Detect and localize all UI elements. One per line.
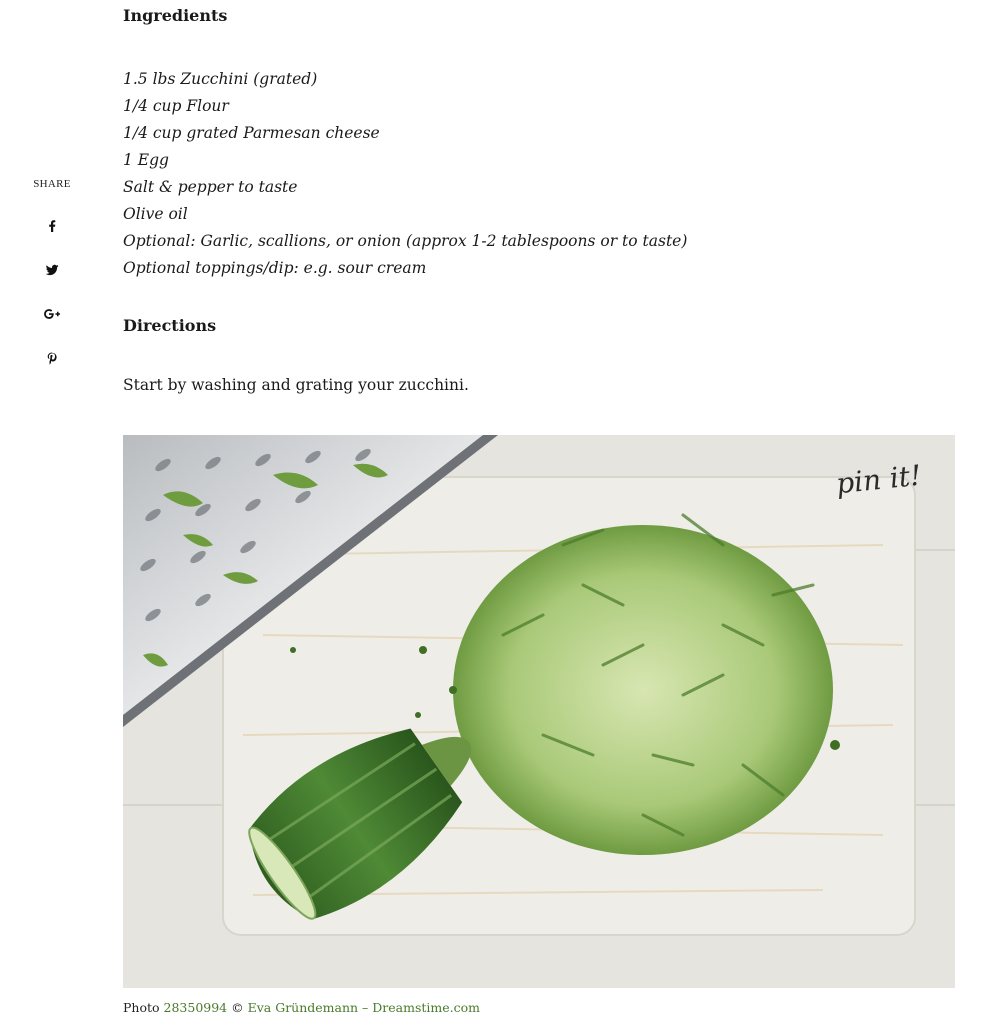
- twitter-share-button[interactable]: [40, 258, 64, 282]
- ingredients-list: [123, 66, 687, 282]
- share-label: SHARE: [33, 178, 71, 190]
- photo-credit-link[interactable]: Eva Gründemann – Dreamstime.com: [247, 1000, 481, 1015]
- ingredient-item: 1.5 lbs Zucchini (grated): [123, 70, 318, 88]
- facebook-share-button[interactable]: [40, 214, 64, 238]
- ingredient-item: 1 Egg: [123, 151, 169, 169]
- copyright-symbol: ©: [227, 1000, 248, 1015]
- ingredients-heading: Ingredients: [123, 6, 228, 25]
- facebook-icon: [40, 214, 64, 238]
- pin-it-button[interactable]: pin it!: [834, 458, 923, 501]
- pinterest-share-button[interactable]: [40, 346, 64, 370]
- directions-heading: Directions: [123, 316, 217, 335]
- ingredient-item: 1/4 cup Flour: [123, 97, 229, 115]
- photo-caption: [123, 1000, 480, 1015]
- share-bar: [20, 178, 84, 390]
- twitter-icon: [40, 258, 64, 282]
- zucchini-photo-illustration: [123, 435, 955, 988]
- photo-id-link[interactable]: 28350994: [163, 1000, 228, 1015]
- ingredient-item: Salt & pepper to taste: [123, 178, 298, 196]
- caption-prefix: Photo: [123, 1000, 164, 1015]
- google-plus-share-button[interactable]: [40, 302, 64, 326]
- zucchini-photo[interactable]: [123, 435, 955, 988]
- direction-step: Start by washing and grating your zucchini.: [123, 376, 469, 394]
- ingredient-item: 1/4 cup grated Parmesan cheese: [123, 124, 380, 142]
- ingredient-item: Optional: Garlic, scallions, or onion (approx 1-2 tablespoons or to taste): [123, 232, 688, 250]
- pinterest-icon: [40, 346, 64, 370]
- ingredient-item: Olive oil: [123, 205, 188, 223]
- google-plus-icon: [40, 302, 64, 326]
- ingredient-item: Optional toppings/dip: e.g. sour cream: [123, 259, 427, 277]
